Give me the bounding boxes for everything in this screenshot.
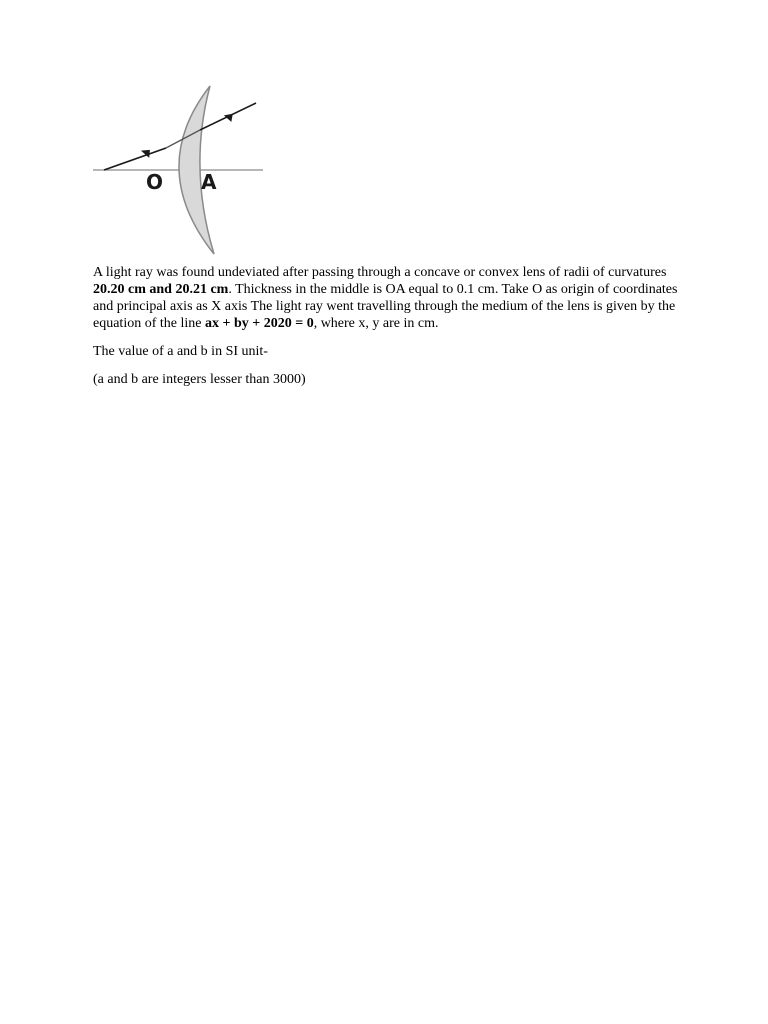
point-o-label: O [146,170,164,194]
lens-diagram [88,82,270,260]
constraint-note: (a and b are integers lesser than 3000) [93,372,306,387]
statement-text-2: . Thickness in the middle is OA equal to 0.1 cm. Take O as origin of coordinates and principal axis as X axis The light ray went travelling through the medium of the lens is given by the equation of the line [93,282,678,331]
statement-text-3: , where x, y are in cm. [313,316,439,331]
point-a-label: A [201,170,217,194]
radii-values: 20.20 cm and 20.21 cm [93,282,229,297]
statement-text-1: A light ray was found undeviated after passing through a concave or convex lens of radii of curvatures [93,265,667,280]
line-equation: ax + by + 2020 = 0 [204,316,314,331]
question-line: The value of a and b in SI unit- [93,344,268,359]
problem-text [93,264,683,399]
lens-diagram-svg [88,82,270,260]
incident-ray [104,148,166,170]
problem-statement [93,264,683,332]
